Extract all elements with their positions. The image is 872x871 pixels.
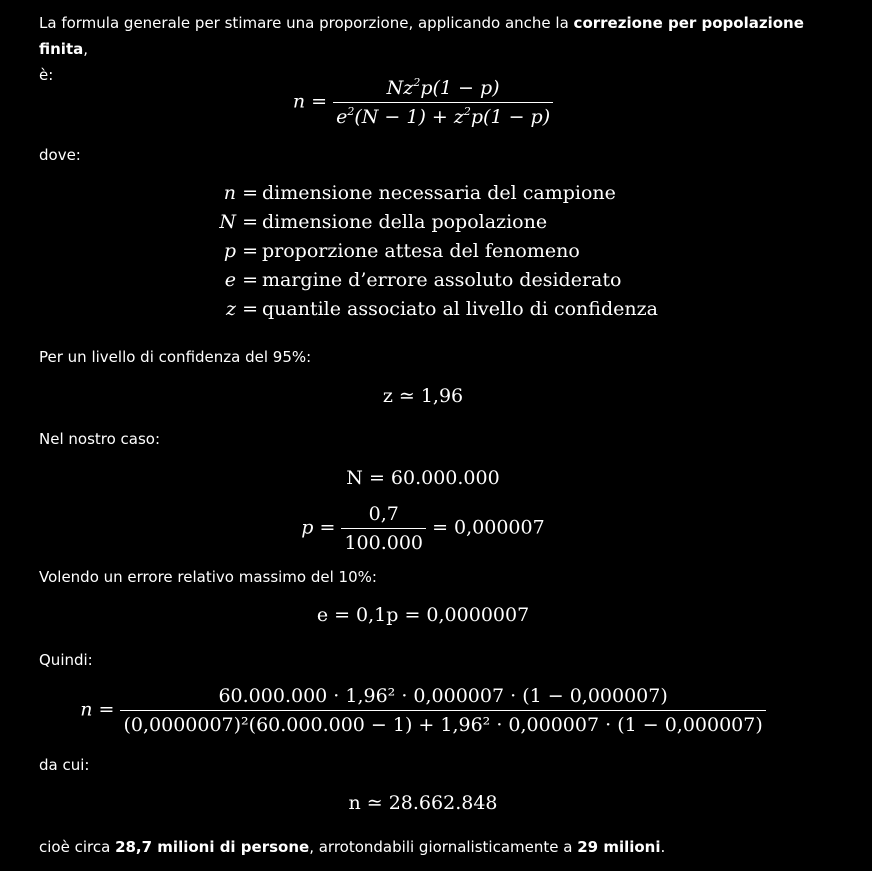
n-calculation-fraction <box>120 684 765 737</box>
conclusion-punct: . <box>660 838 666 856</box>
intro-line2: è: <box>39 66 54 84</box>
definition-text: dimensione della popolazione <box>262 210 548 233</box>
p-fraction <box>341 502 426 555</box>
n-calculation-denominator: (0,0000007)²(60.000.000 − 1) + 1,96² · 0,000007 · (1 − 0,000007) <box>123 714 763 736</box>
conclusion-bold-persons: 28,7 milioni di persone <box>115 838 310 856</box>
definition-row <box>0 265 846 294</box>
formula-numerator: $Nz^2p(1 - p)$ <box>333 76 553 103</box>
definition-equals: = <box>242 297 258 320</box>
p-fraction-denominator: 100.000 <box>344 532 424 554</box>
p-equation-rhs: = 0,000007 <box>432 516 545 539</box>
definition-symbol: z <box>226 297 237 320</box>
dove-label: dove: <box>39 146 81 164</box>
z-equation-text: z ≃ 1,96 <box>382 385 464 407</box>
N-equation-text: N = 60.000.000 <box>346 467 500 489</box>
definition-row <box>0 207 846 236</box>
errore-text: Volendo un errore relativo massimo del 10%: <box>39 568 377 586</box>
p-equation <box>0 502 846 555</box>
formula-lhs: n = <box>292 90 328 113</box>
conclusion-text: cioè circa <box>39 838 116 856</box>
definition-equals: = <box>242 210 258 233</box>
confidence-text: Per un livello di confidenza del 95%: <box>39 348 312 366</box>
p-fraction-numerator: 0,7 <box>341 502 426 529</box>
conclusion-paragraph <box>39 834 839 860</box>
definition-row <box>0 236 846 265</box>
definition-symbol: p <box>223 239 237 262</box>
definitions-list <box>0 178 846 323</box>
N-equation <box>0 467 846 489</box>
caso-text: Nel nostro caso: <box>39 430 161 448</box>
conclusion-text-mid: , arrotondabili giornalisticamente a <box>309 838 578 856</box>
n-calculation-numerator: 60.000.000 · 1,96² · 0,000007 · (1 − 0,000007) <box>120 684 765 711</box>
definition-symbol: n <box>223 181 237 204</box>
formula-denominator: $e^2(N - 1) + z^2p(1 - p)$ <box>336 105 551 128</box>
formula-fraction <box>333 76 553 129</box>
general-formula <box>0 76 846 129</box>
n-calculation <box>0 684 846 737</box>
conclusion-bold-millions: 29 milioni <box>577 838 661 856</box>
n-calculation-lhs: n = <box>80 698 115 721</box>
intro-punct: , <box>83 40 89 58</box>
n-result-text: n ≃ 28.662.848 <box>348 792 498 814</box>
e-equation-text: e = 0,1p = 0,0000007 <box>316 604 530 626</box>
definition-text: dimensione necessaria del campione <box>262 181 616 204</box>
z-equation <box>0 385 846 407</box>
dacui-text: da cui: <box>39 756 90 774</box>
n-result <box>0 792 846 814</box>
intro-bold-text: correzione per popolazione finita <box>39 14 804 58</box>
definition-symbol: N <box>219 210 237 233</box>
definition-row <box>0 294 846 323</box>
p-equation-lhs: p = <box>301 516 336 539</box>
definition-equals: = <box>242 239 258 262</box>
definition-row <box>0 178 846 207</box>
definition-text: proporzione attesa del fenomeno <box>262 239 580 262</box>
intro-text: La formula generale per stimare una proporzione, applicando anche la <box>39 14 574 32</box>
definition-equals: = <box>242 181 258 204</box>
definition-text: quantile associato al livello di confidenza <box>262 297 658 320</box>
definition-text: margine d’errore assoluto desiderato <box>262 268 622 291</box>
e-equation <box>0 604 846 626</box>
quindi-text: Quindi: <box>39 651 93 669</box>
definition-equals: = <box>242 268 258 291</box>
definition-symbol: e <box>224 268 237 291</box>
